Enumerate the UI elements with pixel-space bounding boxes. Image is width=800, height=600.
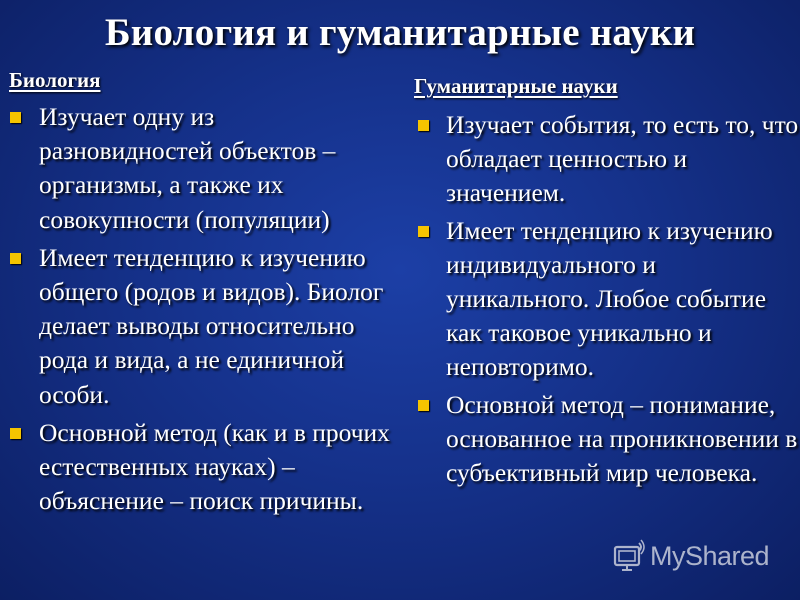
bullet-text: Имеет тенденцию к изучению индивидуального и уникального. Любое событие как таковое уникально и неповторимо. [446,215,773,382]
bullet-text: Имеет тенденцию к изучению общего (родов и видов). Биолог делает выводы относительно рода и вида, а не единичной особи. [39,242,384,409]
biology-heading: Биология [9,68,101,92]
square-bullet-icon [418,400,429,411]
bullet-text: Основной метод (как и в прочих естественных науках) – объяснение – поиск причины. [39,417,390,516]
square-bullet-icon [418,226,429,237]
square-bullet-icon [418,120,429,131]
myshared-watermark [612,538,769,574]
humanities-bullet-list [414,108,800,493]
bullet-text: Изучает одну из разновидностей объектов – организмы, а также их совокупности (популяции) [39,102,336,234]
square-bullet-icon [10,112,21,123]
list-item [9,100,394,237]
list-item [9,416,394,519]
square-bullet-icon [10,428,21,439]
list-item [9,241,394,412]
myshared-logo-text: MyShared [650,540,770,571]
humanities-heading: Гуманитарные науки [414,74,618,98]
list-item [414,108,800,211]
bullet-text: Изучает события, то есть то, что обладает ценностью и значением. [446,110,799,208]
square-bullet-icon [10,253,21,264]
list-item [414,214,800,385]
slide-title: Биология и гуманитарные науки [104,11,696,54]
list-item [414,388,800,491]
bullet-text: Основной метод – понимание, основанное на проникновении в субъективный мир человека. [446,389,798,488]
myshared-logo-icon [612,539,646,573]
biology-bullet-list [9,100,394,522]
